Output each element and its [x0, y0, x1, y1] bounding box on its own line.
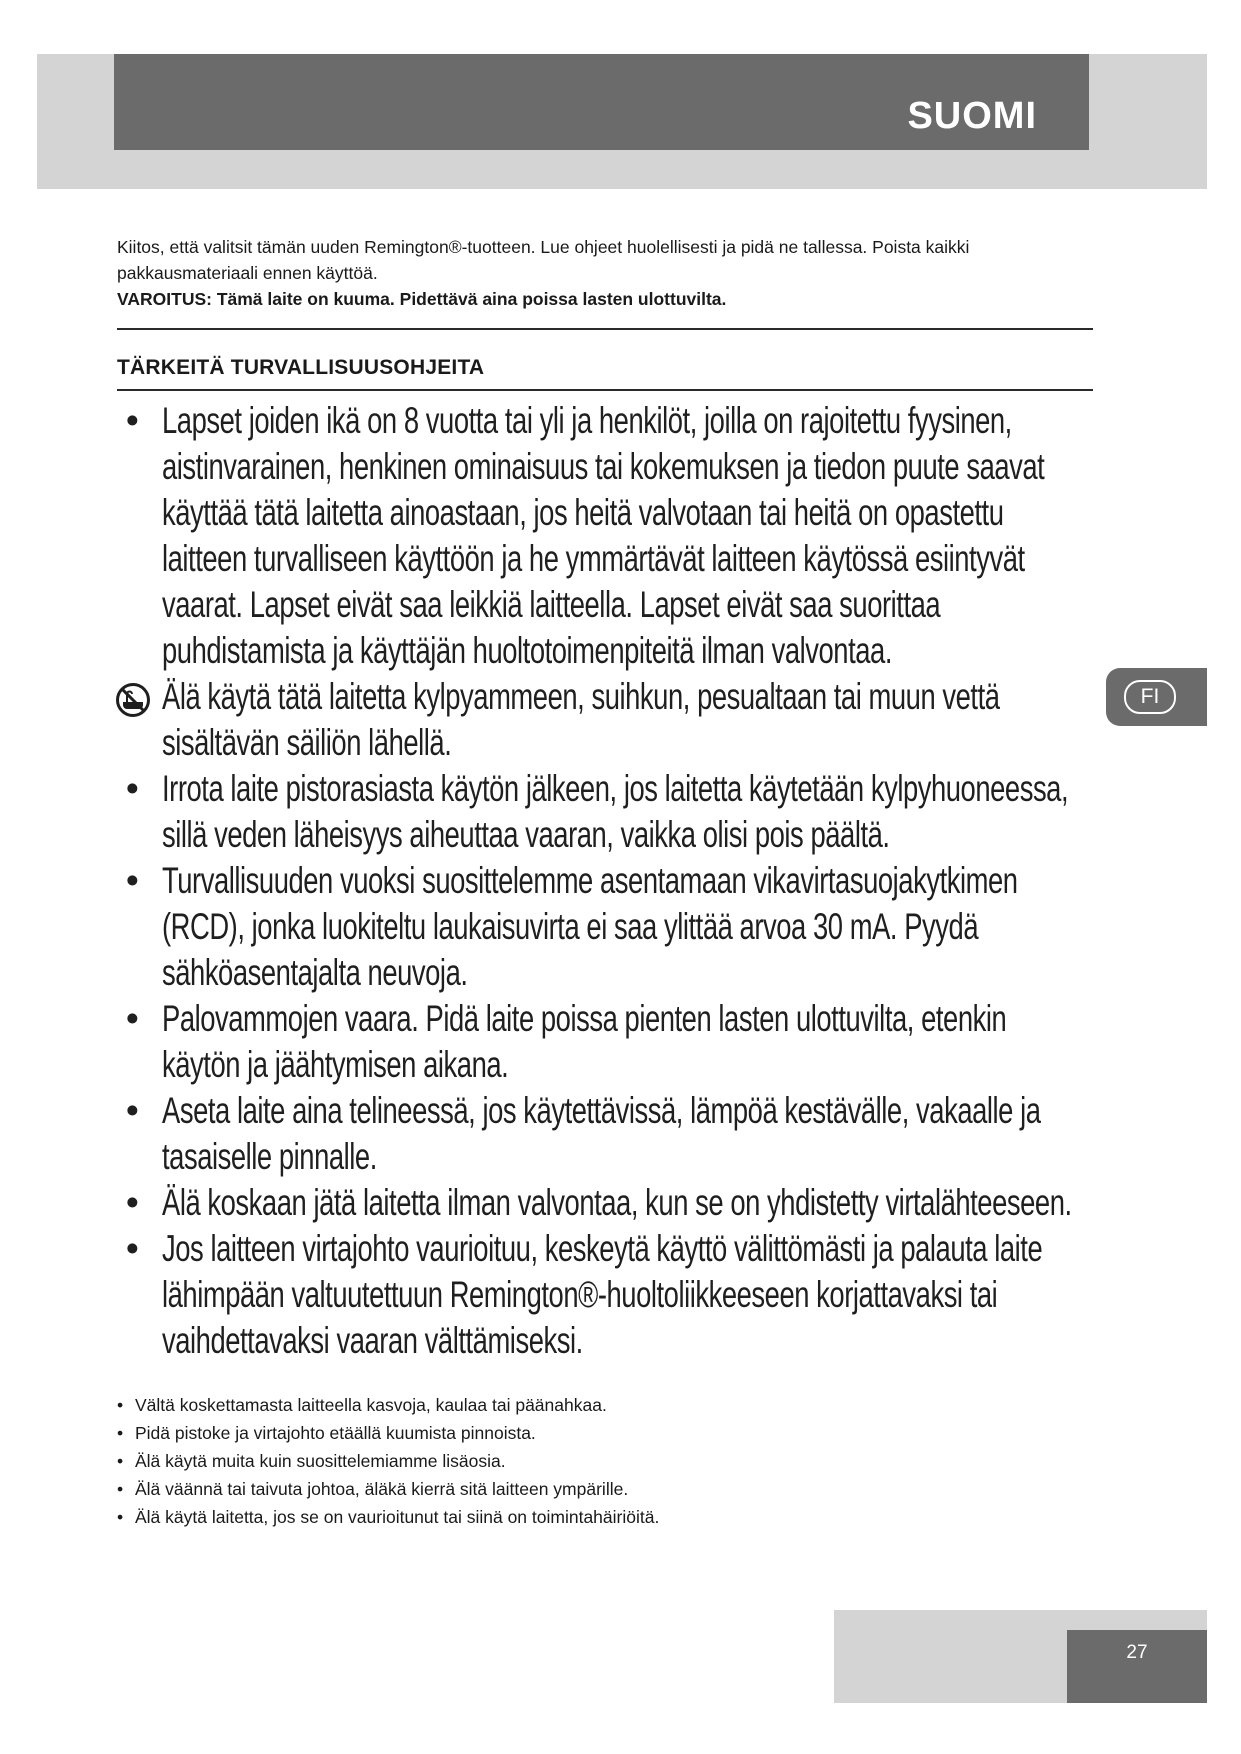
list-item: [117, 1226, 1092, 1364]
language-title: SUOMI: [907, 95, 1037, 137]
bullet: •: [125, 1228, 139, 1269]
header-bar: [114, 54, 1089, 150]
list-item-text: Lapset joiden ikä on 8 vuotta tai yli ja henkilöt, joilla on rajoitettu fyysinen, aistinvarainen, henkinen ominaisuus tai kokemuksen ja tiedon puute saavat käyttää tätä laitetta ainoastaan, jos heitä valvotaan tai heitä on opastettu laitteen turvalliseen käyttöön ja he ymmärtävät laitteen käytössä esiintyvät vaarat. Lapset eivät saa leikkiä laitteella. Lapset eivät saa suorittaa puhdistamista ja käyttäjän huoltotoimenpiteitä ilman valvontaa.: [162, 400, 1045, 671]
list-item: [117, 398, 1092, 674]
section-heading: TÄRKEITÄ TURVALLISUUSOHJEITA: [117, 356, 485, 379]
list-item: [117, 1180, 1092, 1226]
intro-text: Kiitos, että valitsit tämän uuden Remington®-tuotteen. Lue ohjeet huolellisesti ja pidä ne tallessa. Poista kaikki pakkausmateriaali ennen käyttöä.: [117, 237, 970, 283]
language-badge: FI: [1124, 680, 1176, 714]
warning-text: VAROITUS: Tämä laite on kuuma. Pidettävä aina poissa lasten ulottuvilta.: [117, 289, 727, 309]
small-list-item: • Pidä pistoke ja virtajohto etäällä kuumista pinnoista.: [117, 1419, 1017, 1447]
language-side-tab: [1106, 668, 1207, 726]
list-item-text: Älä koskaan jätä laitetta ilman valvontaa, kun se on yhdistetty virtalähteeseen.: [162, 1182, 1072, 1223]
bullet: •: [125, 860, 139, 901]
footer-bar: [1067, 1630, 1207, 1703]
safety-list: [117, 398, 1092, 1364]
list-item-text: Älä käytä tätä laitetta kylpyammeen, suihkun, pesualtaan tai muun vettä sisältävän säiliön lähellä.: [162, 676, 1000, 763]
list-item-text: Jos laitteen virtajohto vaurioituu, keskeytä käyttö välittömästi ja palauta laite lähimpään valtuutettuun Remington®-huoltoliikkeeseen korjattavaksi tai vaihdettavaksi vaaran välttämiseksi.: [162, 1228, 1043, 1361]
small-list-item: • Älä käytä laitetta, jos se on vaurioitunut tai siinä on toimintahäiriöitä.: [117, 1503, 1017, 1531]
list-item-text: Turvallisuuden vuoksi suosittelemme asentamaan vikavirtasuojakytkimen (RCD), jonka luokiteltu laukaisuvirta ei saa ylittää arvoa 30 mA. Pyydä sähköasentajalta neuvoja.: [162, 860, 1018, 993]
list-item-text: Palovammojen vaara. Pidä laite poissa pienten lasten ulottuvilta, etenkin käytön ja jäähtymisen aikana.: [162, 998, 1007, 1085]
bullet: •: [125, 768, 139, 809]
divider-bottom: [117, 389, 1093, 391]
small-list-item: • Älä väännä tai taivuta johtoa, äläkä kierrä sitä laitteen ympärille.: [117, 1475, 1017, 1503]
small-safety-list: [117, 1391, 1017, 1531]
list-item: [117, 996, 1092, 1088]
divider-top: [117, 328, 1093, 330]
list-item-text: Aseta laite aina telineessä, jos käytettävissä, lämpöä kestävälle, vakaalle ja tasaiselle pinnalle.: [162, 1090, 1041, 1177]
small-list-item: • Vältä koskettamasta laitteella kasvoja, kaulaa tai päänahkaa.: [117, 1391, 1017, 1419]
list-item: [117, 858, 1092, 996]
small-list-item: • Älä käytä muita kuin suosittelemiamme lisäosia.: [117, 1447, 1017, 1475]
list-item: [117, 766, 1092, 858]
bullet: •: [125, 998, 139, 1039]
no-bath-icon: [115, 682, 151, 718]
list-item-text: Irrota laite pistorasiasta käytön jälkeen, jos laitetta käytetään kylpyhuoneessa, sillä veden läheisyys aiheuttaa vaaran, vaikka olisi pois päältä.: [162, 768, 1069, 855]
bullet: •: [125, 1090, 139, 1131]
page-number: 27: [1126, 1642, 1148, 1663]
list-item: [117, 1088, 1092, 1180]
intro: [117, 234, 1077, 312]
bullet: •: [125, 1182, 139, 1223]
list-item: [117, 674, 1092, 766]
bullet: •: [125, 400, 139, 441]
